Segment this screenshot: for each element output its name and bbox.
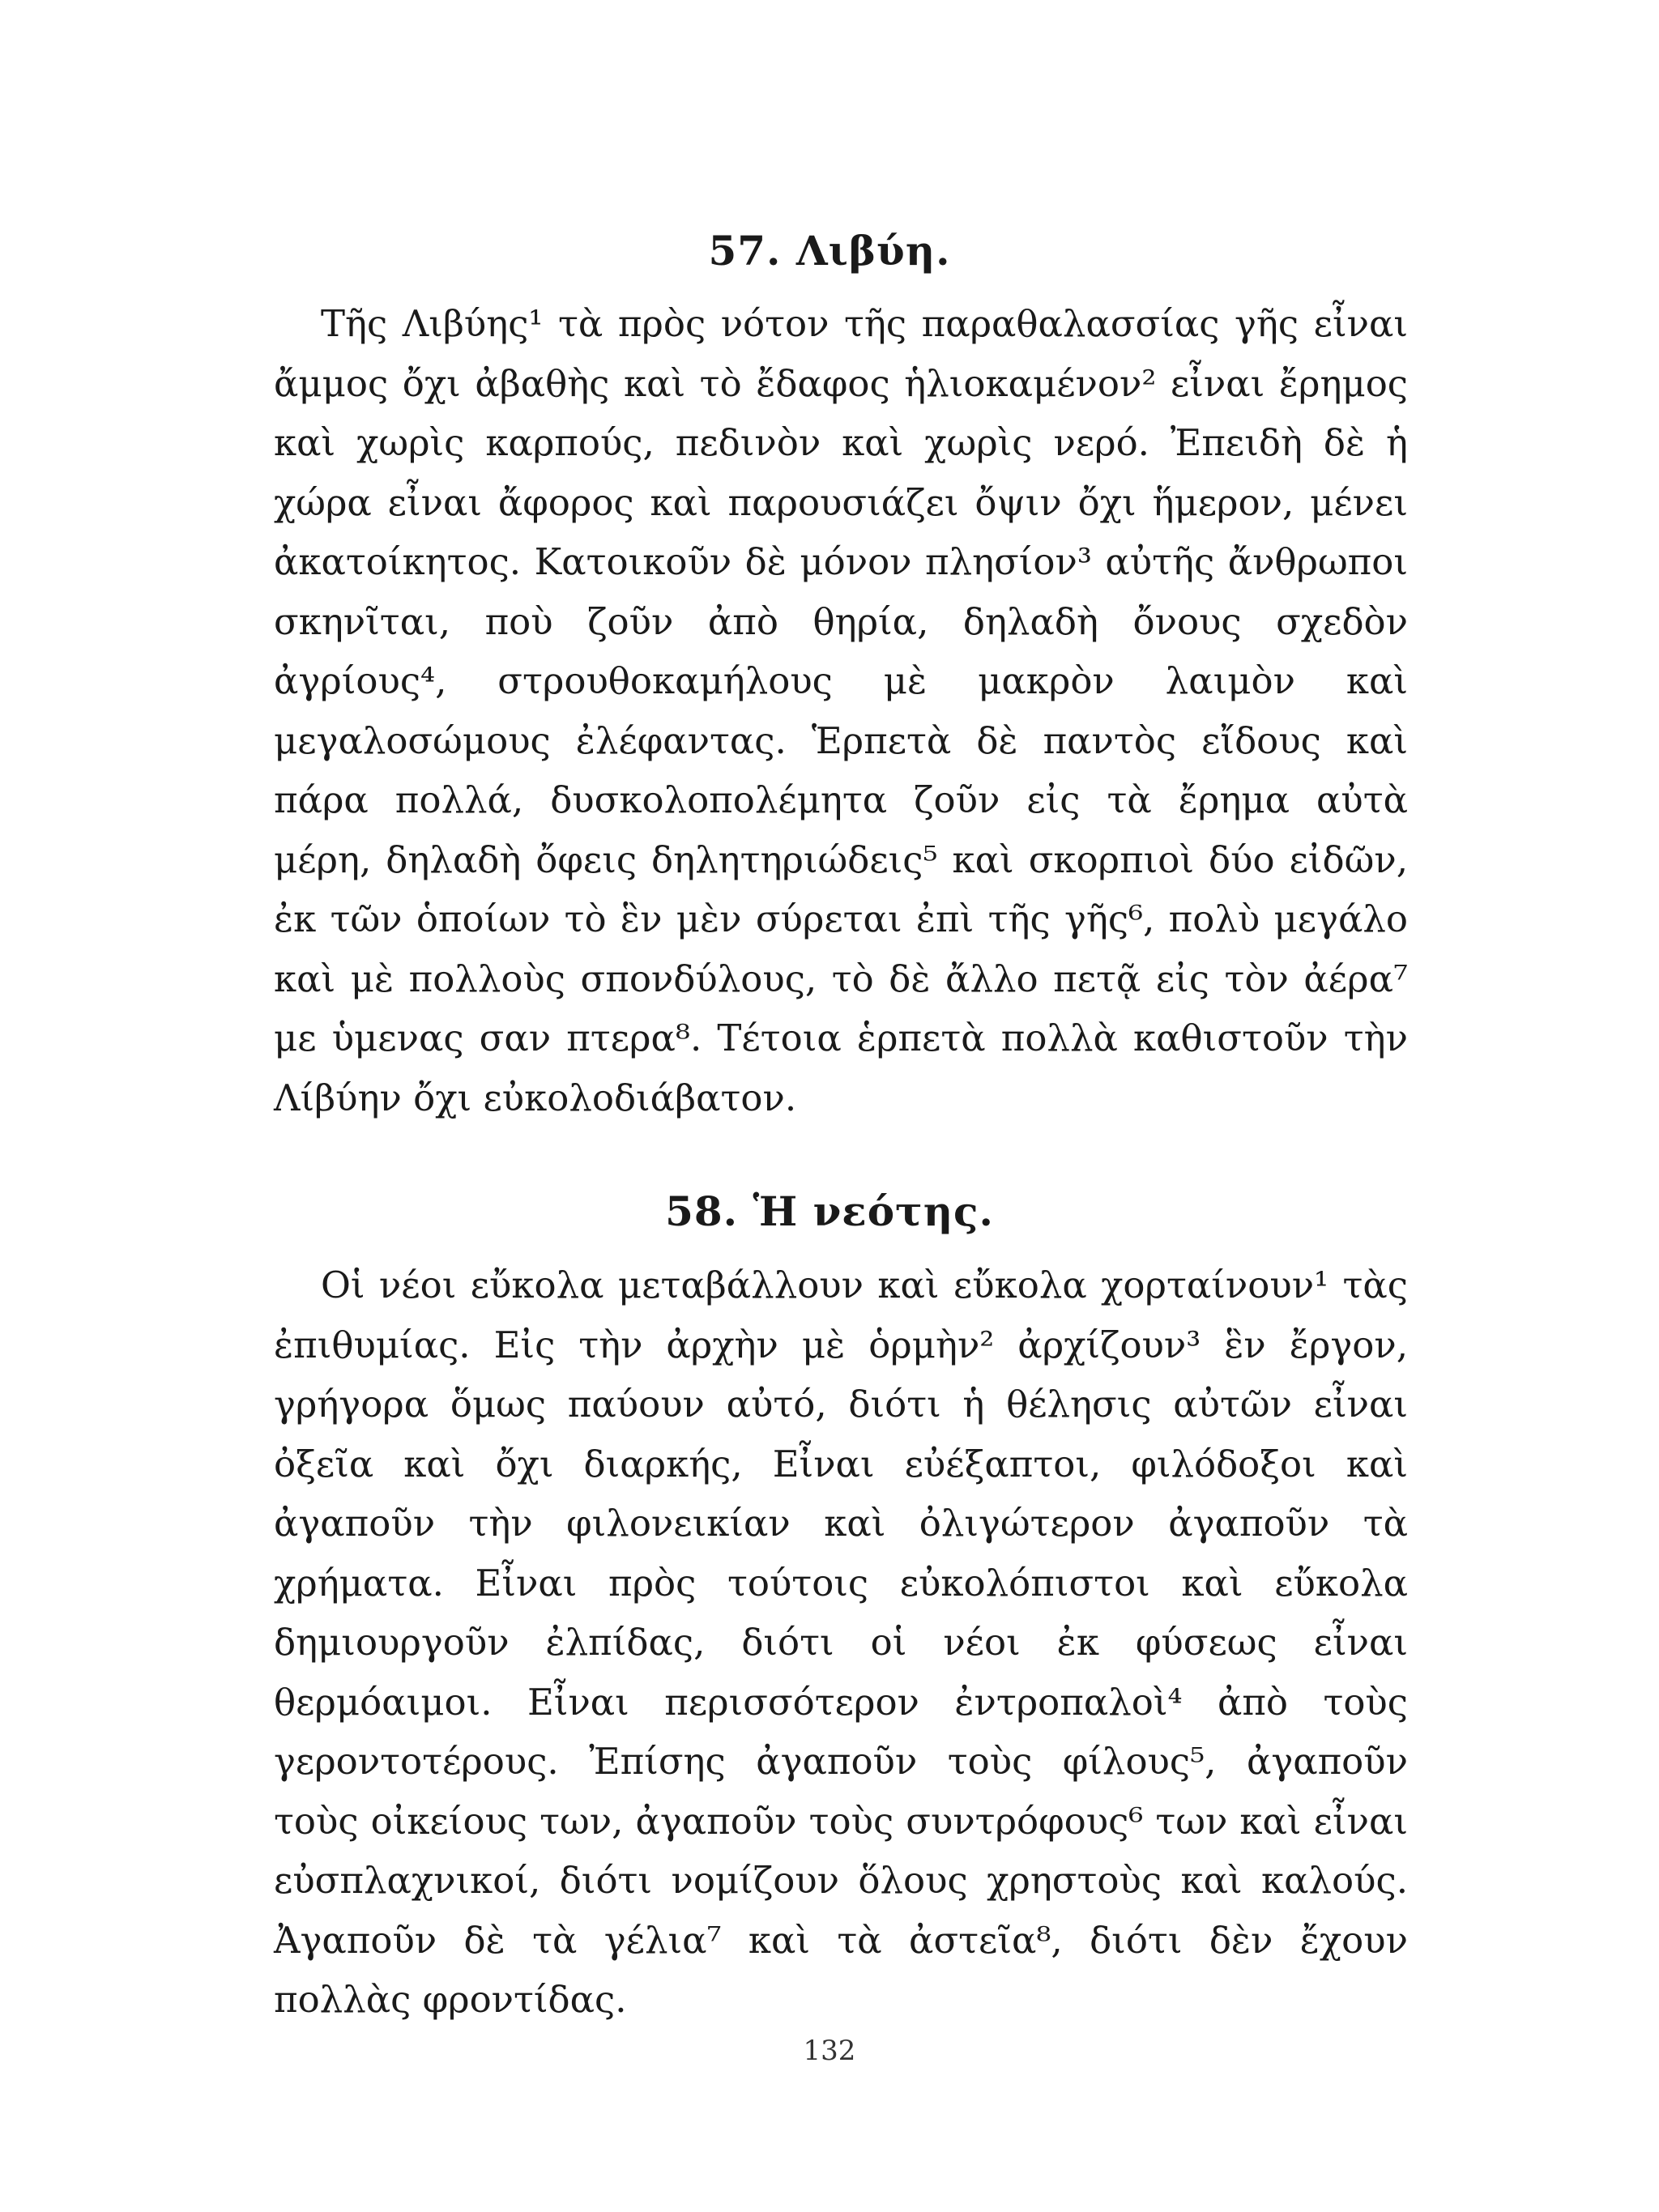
section-paragraph-libya: Τῆς Λιβύης¹ τὰ πρὸς νότον τῆς παραθαλασσίας γῆς εἶναι ἄμμος ὄχι ἀβαθὴς καὶ τὸ ἔδαφος ἡλιοκαμένον² εἶναι ἔρημος καὶ χωρὶς καρπούς, πεδινὸν καὶ χωρὶς νερό. Ἐπειδὴ δὲ ἡ χώρα εἶναι ἄφορος καὶ παρουσιάζει ὄψιν ὄχι ἥμερον, μένει ἀκατοίκητος. Κατοικοῦν δὲ μόνον πλησίον³ αὐτῆς ἄνθρωποι σκηνῖται, ποὺ ζοῦν ἀπὸ θηρία, δηλαδὴ ὄνους σχεδὸν ἀγρίους⁴, στρουθοκαμήλους μὲ μακρὸν λαιμὸν καὶ μεγαλοσώμους ἐλέφαντας. Ἑρπετὰ δὲ παντὸς εἴδους καὶ πάρα πολλά, δυσκολοπολέμητα ζοῦν εἰς τὰ ἔρημα αὐτὰ μέρη, δηλαδὴ ὄφεις δηλητηριώδεις⁵ καὶ σκορπιοὶ δύο εἰδῶν, ἐκ τῶν ὁποίων τὸ ἓν μὲν σύρεται ἐπὶ τῆς γῆς⁶, πολὺ μεγάλο καὶ μὲ πολλοὺς σπονδύλους, τὸ δὲ ἄλλο πετᾷ εἰς τὸν ἀέρα⁷ με ὑμενας σαν πτερα⁸. Τέτοια ἑρπετὰ πολλὰ καθιστοῦν τὴν Λίβύην ὄχι εὐκολοδιάβατον. [274,302,1408,1119]
page-number: 132 [803,2035,856,2067]
section-heading-youth: 58. Ἡ νεότης. [665,1187,994,1235]
section-heading-libya: 57. Λιβύη. [708,226,951,275]
section-paragraph-youth: Οἱ νέοι εὔκολα μεταβάλλουν καὶ εὔκολα χορταίνουν¹ τὰς ἐπιθυμίας. Εἰς τὴν ἀρχὴν μὲ ὁρμὴν² ἀρχίζουν³ ἓν ἔργον, γρήγορα ὅμως παύουν αὐτό, διότι ἡ θέλησις αὐτῶν εἶναι ὀξεῖα καὶ ὄχι διαρκής, Εἶναι εὐέξαπτοι, φιλόδοξοι καὶ ἀγαποῦν τὴν φιλονεικίαν καὶ ὀλιγώτερον ἀγαποῦν τὰ χρήματα. Εἶναι πρὸς τούτοις εὐκολόπιστοι καὶ εὔκολα δημιουργοῦν ἐλπίδας, διότι οἱ νέοι ἐκ φύσεως εἶναι θερμόαιμοι. Εἶναι περισσότερον ἐντροπαλοὶ⁴ ἀπὸ τοὺς γεροντοτέρους. Ἐπίσης ἀγαποῦν τοὺς φίλους⁵, ἀγαποῦν τοὺς οἰκείους των, ἀγαποῦν τοὺς συντρόφους⁶ των καὶ εἶναι εὐσπλαχνικοί, διότι νομίζουν ὅλους χρηστοὺς καὶ καλούς. Ἀγαποῦν δὲ τὰ γέλια⁷ καὶ τὰ ἀστεῖα⁸, διότι δὲν ἔχουν πολλὰς φροντίδας. [274,1264,1408,2021]
